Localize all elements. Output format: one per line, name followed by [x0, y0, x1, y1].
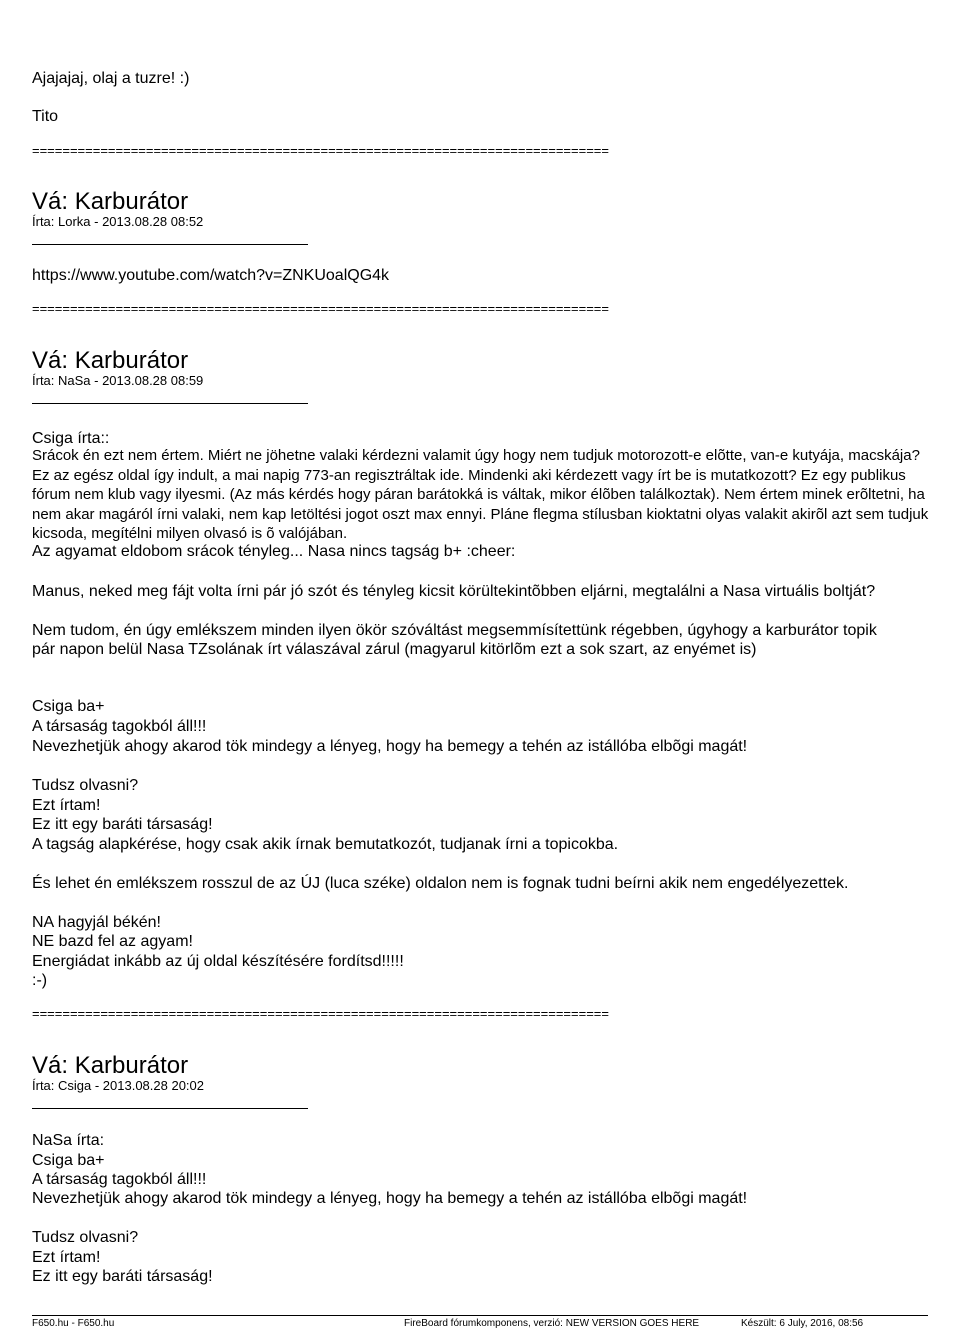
post-title: Vá: Karburátor [32, 347, 189, 374]
post-rule [32, 403, 308, 404]
post-line: Tudsz olvasni? [32, 1229, 139, 1246]
post-line: Energiádat inkább az új oldal készítésére fordítsd!!!!! [32, 953, 404, 970]
post-line: NE bazd fel az agyam! [32, 933, 193, 950]
post-line: Nevezhetjük ahogy akarod tök mindegy a lényeg, hogy ha bemegy a tehén az istállóba elbõgi magát! [32, 738, 748, 755]
post-line: A tagság alapkérése, hogy csak akik írnak bemutatkozót, tudjanak írni a topicokba. [32, 836, 619, 853]
quote-last-line: Az agyamat eldobom srácok tényleg... Nasa nincs tagság b+ :cheer: [32, 543, 516, 560]
post-line: :-) [32, 972, 48, 989]
separator: ============================================================================ [32, 1006, 609, 1021]
signature-tito: Tito [32, 108, 59, 125]
separator: ============================================================================ [32, 143, 609, 158]
post-line: NaSa írta: [32, 1132, 105, 1149]
post-line: A társaság tagokból áll!!! [32, 1171, 207, 1188]
post-line: Ezt írtam! [32, 1249, 101, 1266]
separator: ============================================================================ [32, 301, 609, 316]
post-line: És lehet én emlékszem rosszul de az ÚJ (luca széke) oldalon nem is fognak tudni beírni akik nem engedélyezettek. [32, 875, 849, 892]
post-meta: Írta: Lorka - 2013.08.28 08:52 [32, 214, 204, 229]
footer-component: FireBoard fórumkomponens, verzió: NEW VERSION GOES HERE [404, 1318, 700, 1329]
footer-generated: Készült: 6 July, 2016, 08:56 [741, 1318, 864, 1329]
quote-header: Csiga írta:: [32, 430, 110, 447]
post-line: Csiga ba+ [32, 698, 105, 715]
post-line: Ez itt egy baráti társaság! [32, 1268, 213, 1285]
post-line: Nevezhetjük ahogy akarod tök mindegy a lényeg, hogy ha bemegy a tehén az istállóba elbõgi magát! [32, 1190, 748, 1207]
footer-site: F650.hu - F650.hu [32, 1318, 115, 1329]
post-paragraph: pár napon belül Nasa TZsolának írt válaszával zárul (magyarul kitörlõm ezt a sok szart, az enyémet is) [32, 641, 757, 658]
post-paragraph: Manus, neked meg fájt volta írni pár jó szót és tényleg kicsit körültekintõbben eljárni, megtalálni a Nasa virtuális boltját? [32, 583, 876, 600]
post-rule [32, 244, 308, 245]
post-line: NA hagyjál békén! [32, 914, 161, 931]
post-title: Vá: Karburátor [32, 188, 189, 215]
post-line: Ez itt egy baráti társaság! [32, 816, 213, 833]
post-meta: Írta: NaSa - 2013.08.28 08:59 [32, 373, 204, 388]
quote-body: Srácok én ezt nem értem. Miért ne jöhetne valaki kérdezni valamit úgy hogy nem tudjuk motorozott-e elõtte, van-e kutyája, macskája? Ez az egész oldal így indult, a mai napig 773-an regisztráltak ide. Mindenki aki kérdezett vagy írt be is mutatkozott? Ez egy publikus fórum nem klub vagy ilyesmi. (Az más kérdés hogy páran barátokká is váltak, mikor élõben találkoztak). Nem értem minek erõltetni, ha nem akar magáról írni valaki, nem kap letöltési jogot oszt max ennyi. Pláne flegma stílusban kioktatni olyas valakit akirõl azt sem tudjuk kicsoda, megítélni milyen olvasó is õ valójában. [32, 447, 929, 542]
intro-line: Ajajajaj, olaj a tuzre! :) [32, 70, 190, 87]
post-paragraph: Nem tudom, én úgy emlékszem minden ilyen ökör szóváltást megsemmísítettünk régebben, úgyhogy a karburátor topik [32, 622, 877, 639]
post-title: Vá: Karburátor [32, 1052, 189, 1079]
post-line: Ezt írtam! [32, 797, 101, 814]
post-rule [32, 1108, 308, 1109]
post-line: Csiga ba+ [32, 1152, 105, 1169]
post-line: A társaság tagokból áll!!! [32, 718, 207, 735]
youtube-link[interactable]: https://www.youtube.com/watch?v=ZNKUoalQG4k [32, 267, 390, 284]
footer-rule [32, 1315, 928, 1316]
post-line: Tudsz olvasni? [32, 777, 139, 794]
post-meta: Írta: Csiga - 2013.08.28 20:02 [32, 1078, 205, 1093]
